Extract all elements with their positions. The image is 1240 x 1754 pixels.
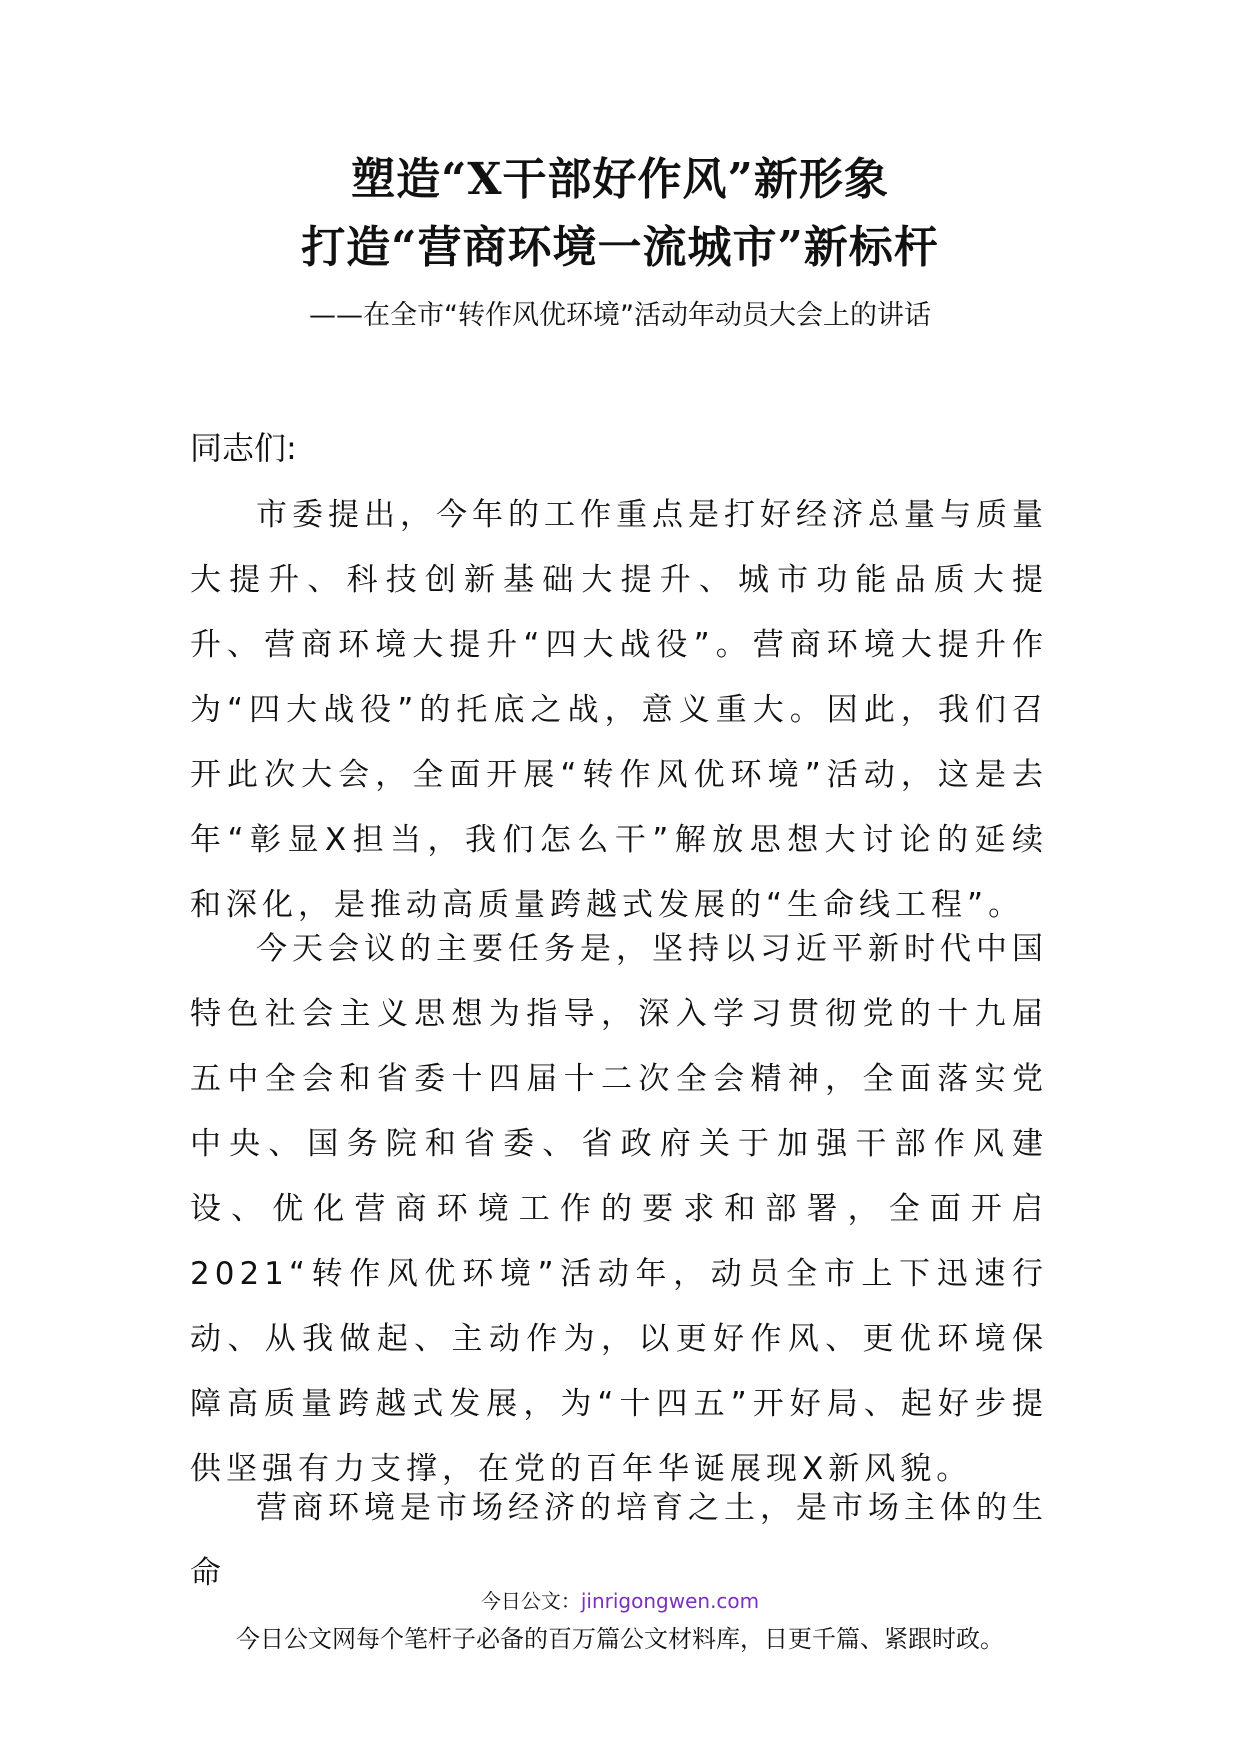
body-paragraph-1	[190, 483, 1048, 938]
document-title-line-2: 打造“营商环境一流城市”新标杆	[301, 222, 939, 273]
footer-slogan: 今日公文网每个笔杆子必备的百万篇公文材料库，日更千篇、紧跟时政。	[236, 1625, 1004, 1653]
footer-site	[0, 1586, 1240, 1616]
body-paragraph-2	[190, 917, 1048, 1502]
paragraph-text: 营商环境是市场经济的培育之土，是市场主体的生命	[190, 1490, 1048, 1591]
document-title-line-1: 塑造“X干部好作风”新形象	[351, 154, 889, 205]
salutation: 同志们:	[190, 429, 297, 467]
document-subtitle: ——在全市“转作风优环境”活动年动员大会上的讲话	[309, 300, 931, 331]
paragraph-text: 今天会议的主要任务是，坚持以习近平新时代中国特色社会主义思想为指导，深入学习贯彻党的十九届五中全会和省委十四届十二次全会精神，全面落实党中央、国务院和省委、省政府关于加强干部作风建设、优化营商环境工作的要求和部署，全面开启2021“转作风优环境”活动年，动员全市上下迅速行动、从我做起、主动作为，以更好作风、更优环境保障高质量跨越式发展，为“十四五”开好局、起好步提供坚强有力支撑，在党的百年华诞展现X新风貌。	[190, 931, 1048, 1487]
paragraph-text: 市委提出，今年的工作重点是打好经济总量与质量大提升、科技创新基础大提升、城市功能品质大提升、营商环境大提升“四大战役”。营商环境大提升作为“四大战役”的托底之战，意义重大。因此，我们召开此次大会，全面开展“转作风优环境”活动，这是去年“彰显X担当，我们怎么干”解放思想大讨论的延续和深化，是推动高质量跨越式发展的“生命线工程”。	[190, 497, 1048, 923]
footer-site-link[interactable]: jinrigongwen.com	[580, 1589, 760, 1613]
footer-site-label: 今日公文：	[480, 1589, 581, 1613]
